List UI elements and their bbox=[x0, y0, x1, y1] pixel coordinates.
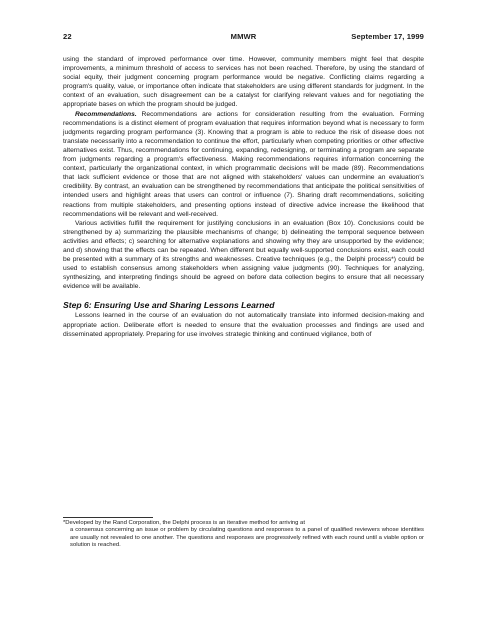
footnote-first-line: *Developed by the Rand Corporation, the Delphi process is an iterative method for arriving at bbox=[63, 520, 305, 526]
section-heading-step-6: Step 6: Ensuring Use and Sharing Lessons Learned bbox=[63, 300, 275, 311]
body-text bbox=[63, 55, 424, 339]
paragraph-standards: using the standard of improved performance over time. However, community members might feel that despite improvements, a minimum threshold of access to services has not been reached. Therefore, by using the standard of social equity, their judgment concerning program performance would be negative. Conflicting claims regarding a program's quality, value, or importance often indicate that stakeholders are using different standards for judgment. In the context of an evaluation, such disagreement can be a catalyst for clarifying relevant values and for negotiating the appropriate bases on which the program should be judged. bbox=[63, 56, 424, 109]
footnote-rule bbox=[63, 517, 153, 518]
recommendations-runin-heading: Recommendations. bbox=[75, 110, 137, 118]
paragraph-lessons-learned: Lessons learned in the course of an evaluation do not automatically translate into informed decision-making and appropriate action. Deliberate effort is needed to ensure that the evaluation processes and findings are used and disseminated appropriately. Preparing for use involves strategic thinking and continued vigilance, both of bbox=[63, 312, 424, 338]
recommendations-text: Recommendations are actions for consideration resulting from the evaluation. Forming recommendations is a distinct element of program evaluation that requires information beyond what is necessary to form judgments regarding program performance (3). Knowing that a program is able to reduce the risk of disease does not translate necessarily into a recommendation to continue the effort, particularly when competing priorities or other effective alternatives exist. Thus, recommendations for continuing, expanding, redesigning, or terminating a program are separate from judgments regarding a program's effectiveness. Making recommendations requires information concerning the context, particularly the organizational context, in which programmatic decisions will be made (89). Recommendations that lack sufficient evidence or those that are not aligned with stakeholders' values can undermine an evaluation's credibility. By contrast, an evaluation can be strengthened by recommendations that anticipate the political sensitivities of intended users and highlight areas that users can control or influence (7). Sharing draft recommendations, soliciting reactions from multiple stakeholders, and presenting options instead of directive advice increase the likelihood that recommendations will be relevant and well-received. bbox=[63, 110, 424, 218]
page-number: 22 bbox=[63, 32, 72, 41]
footnote-continuation: a consensus concerning an issue or problem by circulating questions and responses to a panel of qualified reviewers whose identities are usually not revealed to one another. The questions and responses are progressively refined with each round until a viable option or solution is reached. bbox=[70, 527, 424, 549]
issue-date: September 17, 1999 bbox=[351, 32, 424, 41]
paragraph-justifying-conclusions: Various activities fulfill the requirement for justifying conclusions in an evaluation (Box 10). Conclusions could be strengthened by a) summarizing the plausible mechanisms of change; b) delineating the temporal sequence between activities and effects; c) searching for alternative explanations and showing why they are unsupported by the evidence; and d) showing that the effects can be repeated. When different but equally well-supported conclusions exist, each could be presented with a summary of its strengths and weaknesses. Creative techniques (e.g., the Delphi process*) could be used to establish consensus among stakeholders when assigning value judgments (90). Techniques for analyzing, synthesizing, and interpreting findings should be agreed on before data collection begins to ensure that all necessary evidence will be available. bbox=[63, 219, 424, 291]
footnote bbox=[63, 520, 424, 550]
journal-title: MMWR bbox=[230, 32, 257, 41]
paragraph-recommendations bbox=[63, 110, 424, 219]
running-header bbox=[63, 32, 424, 44]
